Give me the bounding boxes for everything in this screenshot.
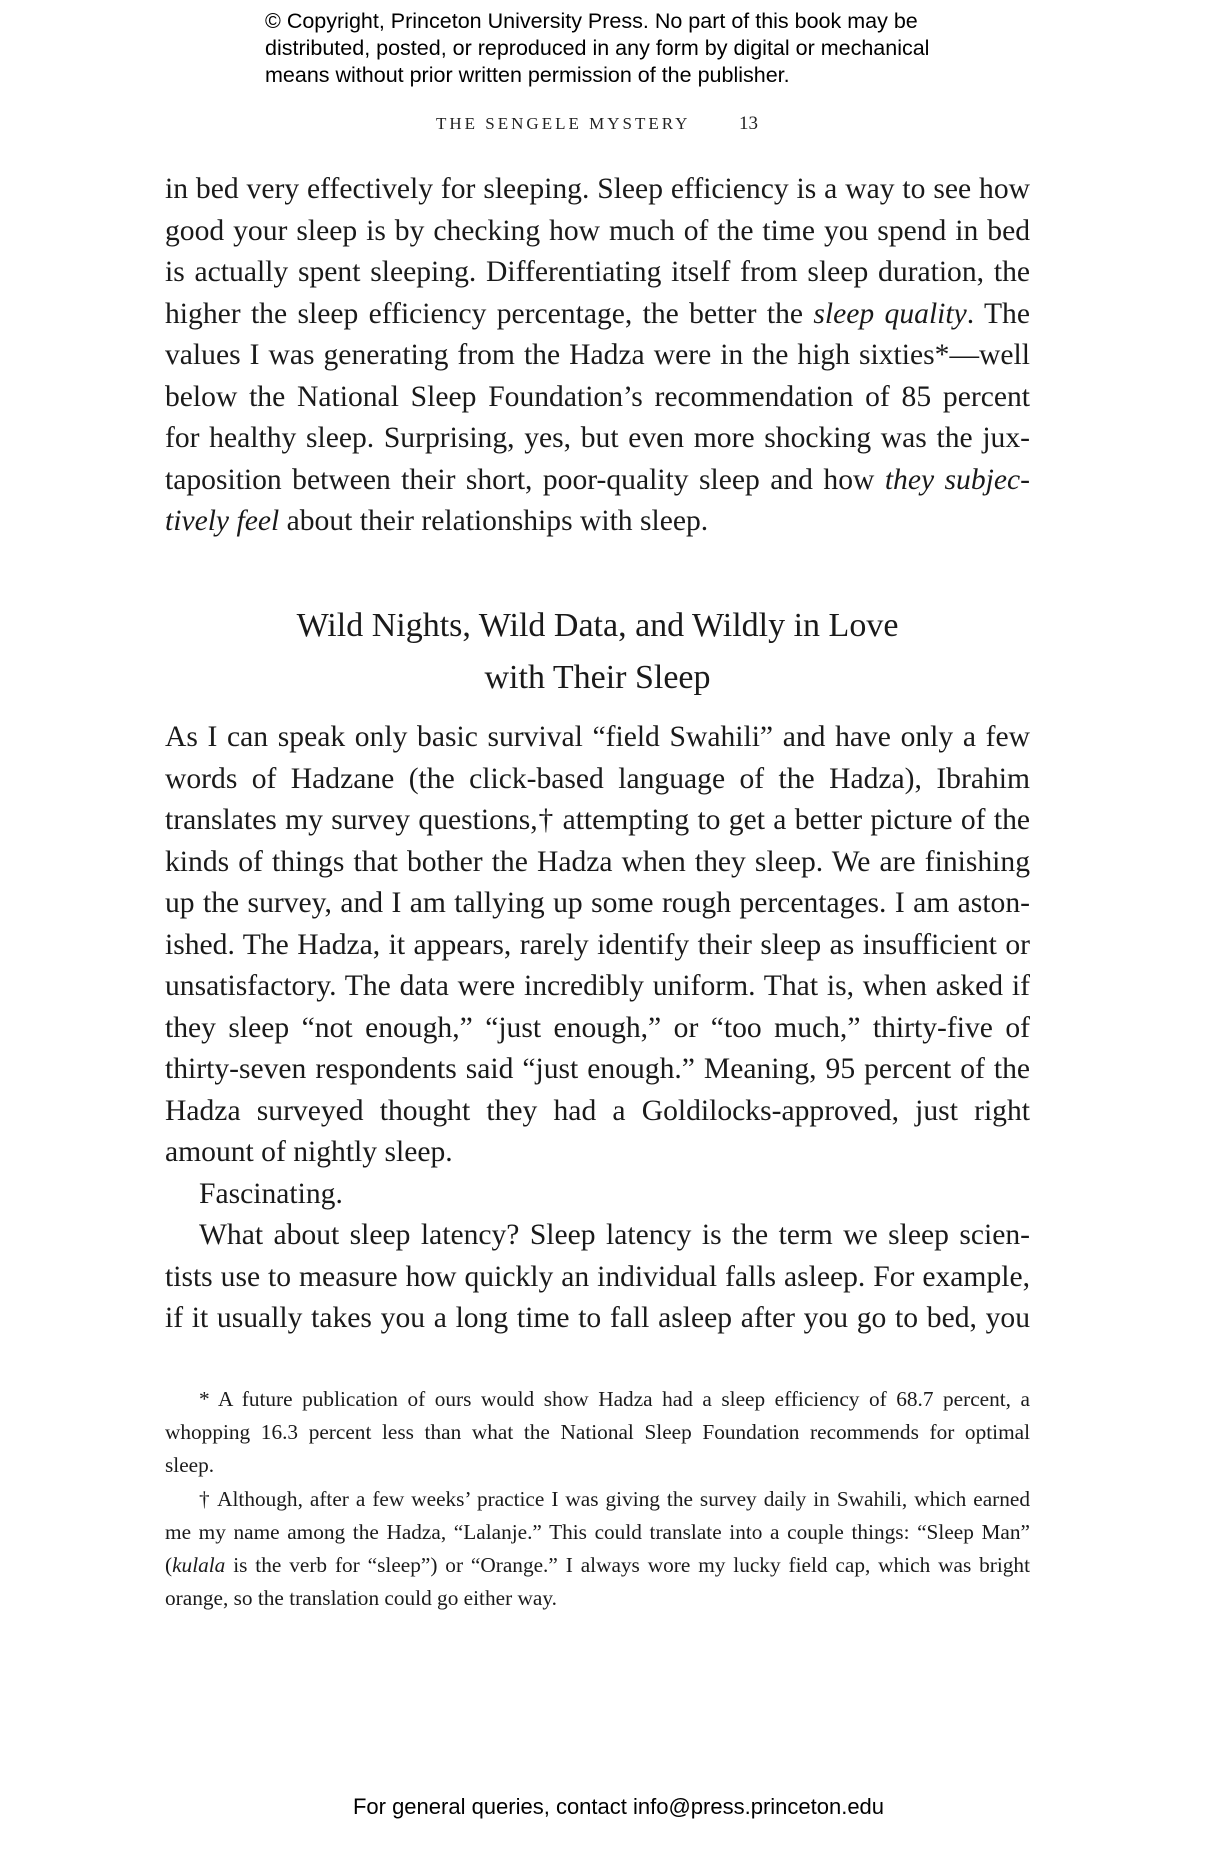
contact-text: For general queries, contact info@press.princeton.edu [352,1794,885,1819]
text-run: taposition between their short, poor-quality sleep and how [165,463,885,496]
text-run: higher the sleep efficiency percentage, the better the [165,297,814,330]
text-line: if it usually takes you a long time to fall asleep after you go to bed, you [165,1302,1030,1334]
running-head-title: THE SENGELE MYSTERY [436,114,691,133]
text-line: kinds of things that bother the Hadza when they sleep. We are finishing [165,845,1030,878]
text-line: good your sleep is by checking how much of the time you spend in bed [165,214,1030,247]
text-line: is actually spent sleeping. Differentiating itself from sleep duration, the [165,256,1030,288]
text-line: unsatisfactory. The data were incredibly uniform. That is, when asked if [165,970,1030,1002]
text-line: thirty-seven respondents said “just enough.” Meaning, 95 percent of the [165,1053,1030,1085]
text-line: translates my survey questions,† attempting to get a better picture of the [165,804,1030,836]
footnote-line: † Although, after a few weeks’ practice I was giving the survey daily in Swahili, which earned [199,1486,1030,1511]
footnote-line: orange, so the translation could go either way. [165,1586,557,1611]
text-line: tists use to measure how quickly an individual falls asleep. For example, [165,1260,1030,1293]
text-line [165,501,1030,543]
text-line: What about sleep latency? Sleep latency is the term we sleep scien- [199,1219,1030,1251]
text-run: ( [165,1552,173,1577]
footnote-line: sleep. [165,1453,215,1478]
copyright-line: distributed, posted, or reproduced in any form by digital or mechanical [265,36,930,60]
text-line: ished. The Hadza, it appears, rarely identify their sleep as insufficient or [165,928,1030,961]
page-number: 13 [739,113,758,134]
copyright-notice [265,8,985,89]
italic-term: they subjec- [884,463,1030,496]
footnotes [165,1383,1030,1615]
footnote-line: whopping 16.3 percent less than what the National Sleep Foundation recommends for optimal [165,1420,1030,1445]
text-run: . The [966,297,1030,330]
text-line: values I was generating from the Hadza were in the high sixties*—well [165,339,1030,371]
text-line: below the National Sleep Foundation’s recommendation of 85 percent [165,380,1030,413]
italic-term: sleep quality [813,297,967,330]
copyright-line: means without prior written permission of the publisher. [265,63,790,87]
text-line: As I can speak only basic survival “field Swahili” and have only a few [165,721,1030,753]
footnote-line: me my name among the Hadza, “Lalanje.” This could translate into a couple things: “Sleep Man” [165,1519,1030,1544]
paragraph-1 [165,169,1030,543]
text-line: they sleep “not enough,” “just enough,” or “too much,” thirty-five of [165,1011,1030,1044]
italic-term: kulala [172,1552,226,1577]
footnote-line [165,1549,1030,1582]
text-line: for healthy sleep. Surprising, yes, but even more shocking was the jux- [165,422,1030,454]
text-line: Hadza surveyed thought they had a Goldilocks-approved, just right [165,1094,1030,1127]
footnote-line: * A future publication of ours would show Hadza had a sleep efficiency of 68.7 percent, a [199,1387,1030,1411]
paragraph-2 [165,717,1030,1340]
text-line [165,294,1030,336]
text-run: is the verb for “sleep”) or “Orange.” I always wore my lucky field cap, which was bright [225,1552,1030,1577]
text-line: up the survey, and I am tallying up some rough percentages. I am aston- [165,887,1030,919]
section-heading-line: Wild Nights, Wild Data, and Wildly in Love [296,607,899,644]
text-run: about their relationships with sleep. [279,505,709,537]
text-line: in bed very effectively for sleeping. Sleep efficiency is a way to see how [165,173,1030,205]
section-heading-line: with Their Sleep [484,659,711,696]
text-line [165,460,1030,502]
italic-term: tively feel [165,505,280,537]
section-heading [165,600,1030,704]
text-line: words of Hadzane (the click-based language of the Hadza), Ibrahim [165,762,1030,795]
copyright-line: © Copyright, Princeton University Press. No part of this book may be [265,9,918,33]
text-line: Fascinating. [199,1177,343,1210]
contact-notice [0,1794,1225,1820]
text-line: amount of nightly sleep. [165,1136,453,1168]
